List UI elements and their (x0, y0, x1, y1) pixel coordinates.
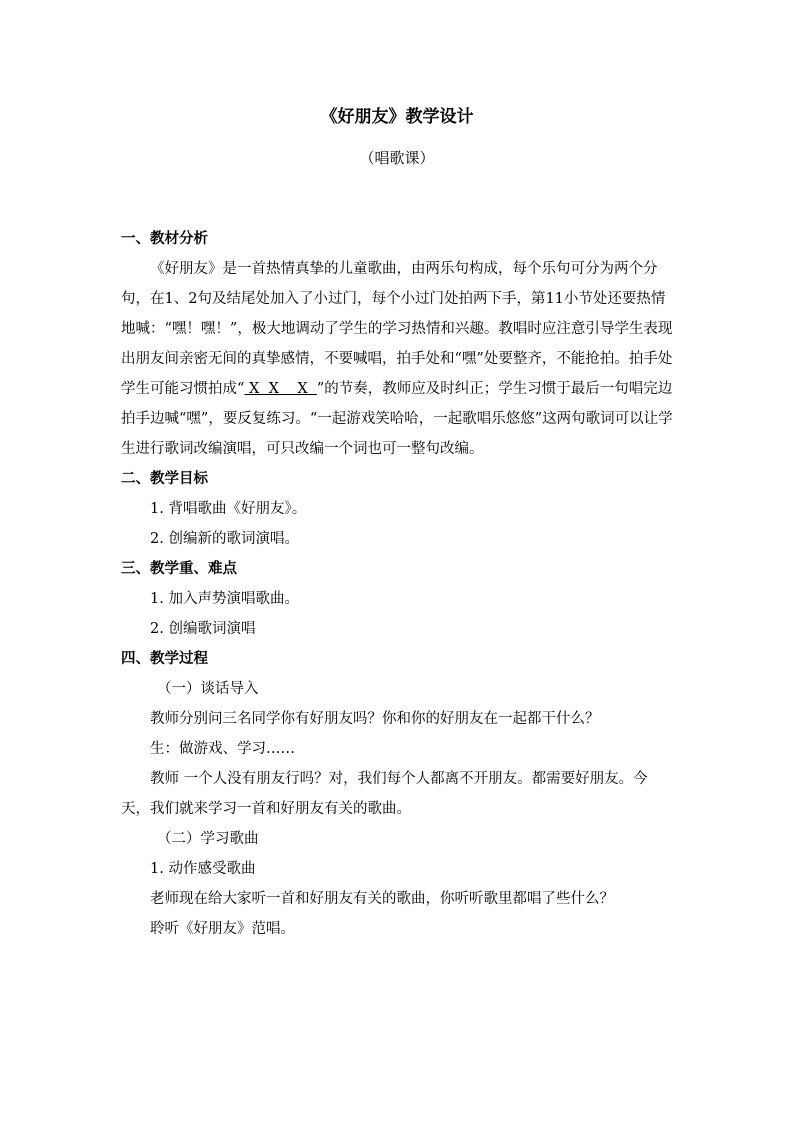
section-heading-analysis: 一、教材分析 (121, 230, 208, 247)
analysis-text-a: 《好朋友》是一首热情真挚的儿童歌曲，由两乐句构成，每个乐句可分为两个分句，在1、2句及结尾处加入了小过门，每个小过门处拍两下手，第11小节处还要热情地喊：“嘿！嘿！”，极大地调动了学生的学习热情和兴趣。教唱时应注意引导学生表现出朋友间亲密无间的真挚感情，不要喊唱，拍手处和“嘿”处要整齐，不能抢拍。拍手处学生可能习惯拍成“ (121, 261, 673, 397)
section-heading-key-points: 三、教学重、难点 (121, 560, 237, 577)
rhythm-pattern: X X X (244, 381, 317, 397)
process-student-answer: 生：做游戏、学习…… (150, 741, 295, 757)
document-title: 《好朋友》教学设计 (320, 107, 474, 127)
analysis-paragraph (121, 254, 675, 464)
key-point-item-1: 1. 加入声势演唱歌曲。 (150, 591, 299, 607)
section-heading-goals: 二、教学目标 (121, 470, 208, 487)
process-part-2: （二）学习歌曲 (157, 831, 259, 847)
process-teacher-remark: 教师 一个人没有朋友行吗？对，我们每个人都离不开朋友。都需要好朋友。今天，我们就来学习一首和好朋友有关的歌曲。 (121, 771, 648, 817)
process-step-1: 1. 动作感受歌曲 (150, 861, 256, 877)
section-heading-process: 四、教学过程 (121, 650, 208, 667)
process-listen-demo: 聆听《好朋友》范唱。 (150, 921, 295, 937)
goal-item-1: 1. 背唱歌曲《好朋友》。 (150, 501, 307, 517)
goal-item-2: 2. 创编新的歌词演唱。 (150, 531, 299, 547)
key-point-item-2: 2. 创编歌词演唱 (150, 621, 256, 637)
process-listen-prompt: 老师现在给大家听一首和好朋友有关的歌曲，你听听歌里都唱了些什么？ (150, 891, 614, 907)
document-subtitle: （唱歌课） (359, 149, 435, 167)
process-question: 教师分别问三名同学你有好朋友吗？你和你的好朋友在一起都干什么？ (150, 711, 600, 727)
analysis-text-b: ”的节奏，教师应及时纠正；学生习惯于最后一句唱完边拍手边喊“嘿”，要反复练习。“一起游戏笑哈哈，一起歌唱乐悠悠”这两句歌词可以让学生进行歌词改编演唱，可只改编一个词也可一整句改编。 (121, 381, 673, 457)
process-part-1: （一）谈话导入 (157, 681, 259, 697)
document-body (121, 224, 675, 944)
